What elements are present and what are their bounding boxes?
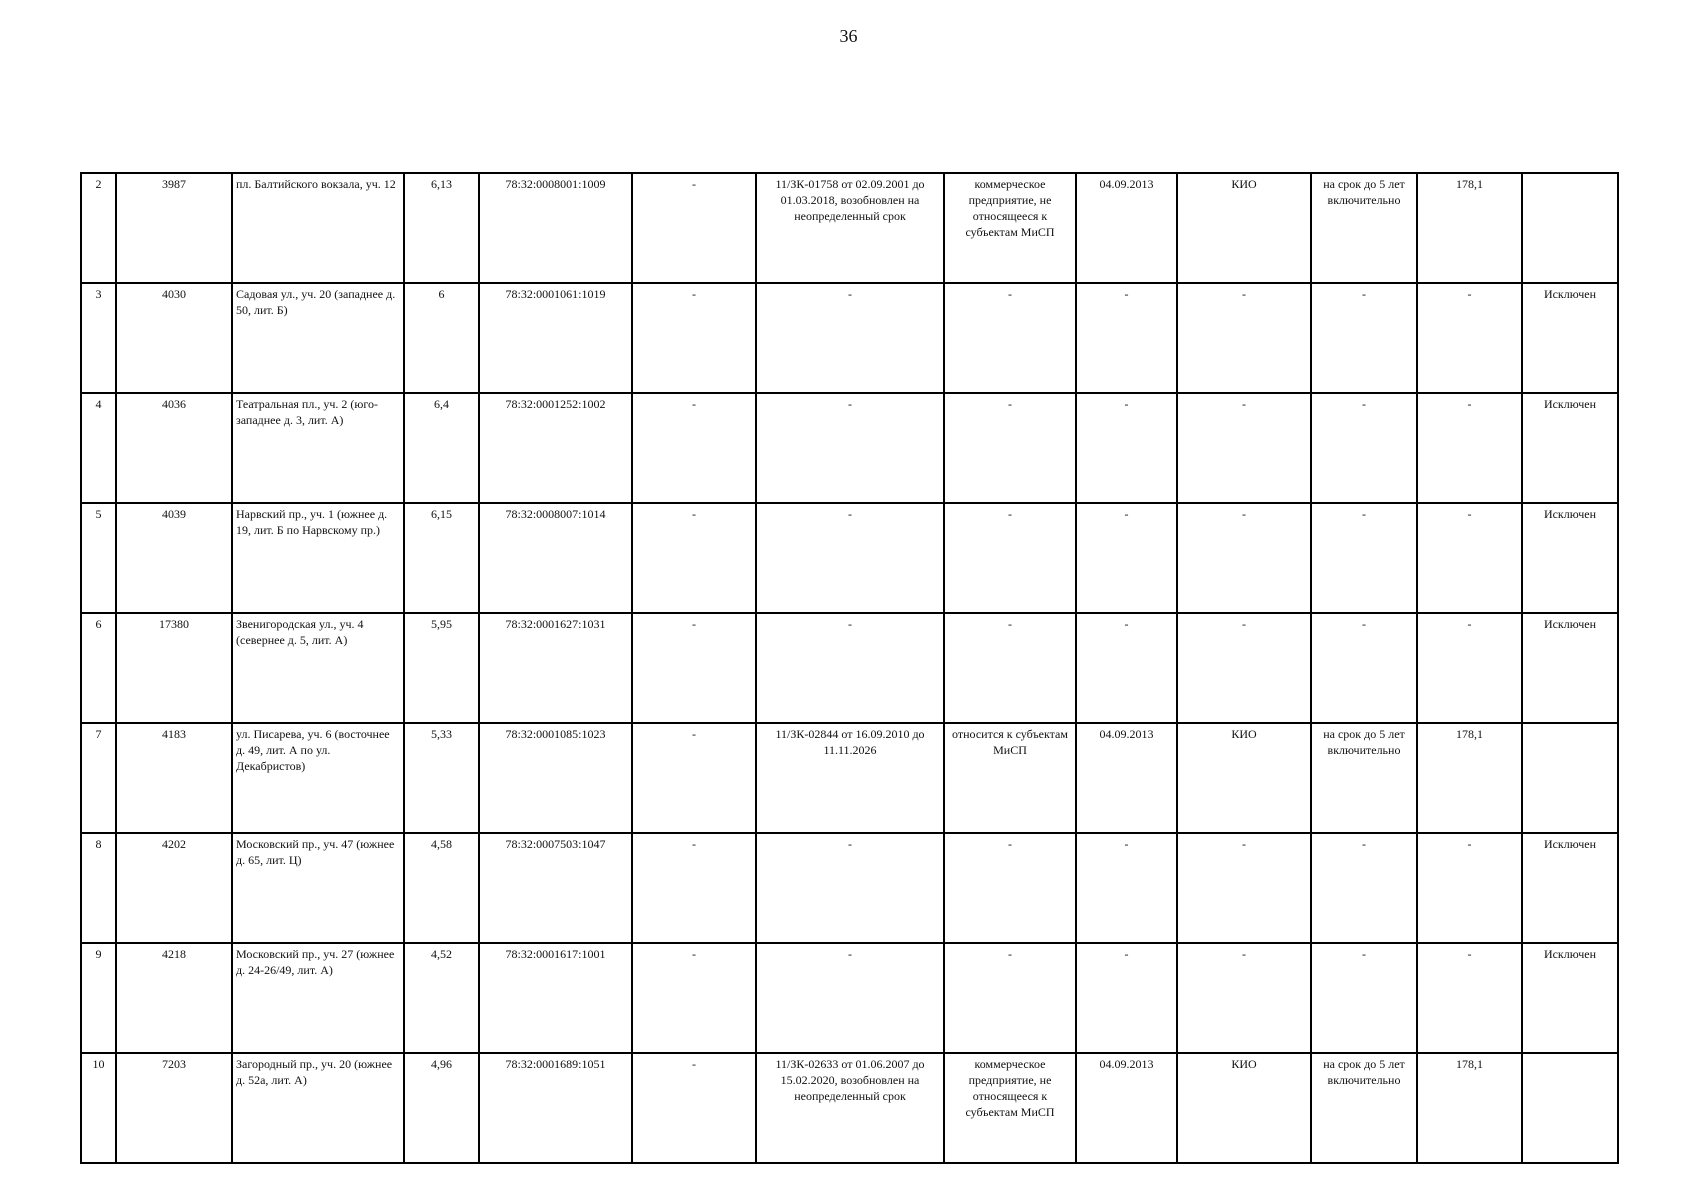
area-cell: 4,58: [404, 833, 479, 943]
authority-cell: -: [1177, 833, 1311, 943]
tenant-status-cell: коммерческое предприятие, не относящееся к субъектам МиСП: [944, 173, 1076, 283]
authority-cell: -: [1177, 283, 1311, 393]
status-cell: [1522, 1053, 1618, 1163]
term-cell: -: [1311, 283, 1417, 393]
status-cell: [1522, 723, 1618, 833]
term-cell: -: [1311, 503, 1417, 613]
cadastral-number-cell: 78:32:0007503:1047: [479, 833, 632, 943]
status-cell: Исключен: [1522, 283, 1618, 393]
term-cell: -: [1311, 833, 1417, 943]
term-cell: на срок до 5 лет включительно: [1311, 723, 1417, 833]
row-number-cell: 2: [81, 173, 116, 283]
area-cell: 6,4: [404, 393, 479, 503]
address-cell: ул. Писарева, уч. 6 (восточнее д. 49, лит. А по ул. Декабристов): [232, 723, 404, 833]
area-cell: 5,95: [404, 613, 479, 723]
cadastral-number-cell: 78:32:0001617:1001: [479, 943, 632, 1053]
address-cell: Звенигородская ул., уч. 4 (севернее д. 5, лит. А): [232, 613, 404, 723]
date-cell: 04.09.2013: [1076, 1053, 1177, 1163]
object-id-cell: 4030: [116, 283, 232, 393]
table-row: [81, 833, 1618, 943]
dash-cell: -: [632, 1053, 756, 1163]
date-cell: 04.09.2013: [1076, 723, 1177, 833]
date-cell: -: [1076, 503, 1177, 613]
table-row: [81, 283, 1618, 393]
status-cell: Исключен: [1522, 503, 1618, 613]
authority-cell: -: [1177, 943, 1311, 1053]
address-cell: Театральная пл., уч. 2 (юго-западнее д. 3, лит. А): [232, 393, 404, 503]
area-cell: 5,33: [404, 723, 479, 833]
contract-cell: -: [756, 283, 944, 393]
tenant-status-cell: коммерческое предприятие, не относящееся к субъектам МиСП: [944, 1053, 1076, 1163]
address-cell: Загородный пр., уч. 20 (южнее д. 52а, лит. А): [232, 1053, 404, 1163]
area-cell: 6: [404, 283, 479, 393]
value-cell: -: [1417, 283, 1522, 393]
table-row: [81, 393, 1618, 503]
date-cell: -: [1076, 283, 1177, 393]
table-row: [81, 173, 1618, 283]
address-cell: Московский пр., уч. 27 (южнее д. 24-26/49, лит. А): [232, 943, 404, 1053]
value-cell: 178,1: [1417, 173, 1522, 283]
term-cell: -: [1311, 393, 1417, 503]
contract-cell: -: [756, 833, 944, 943]
tenant-status-cell: -: [944, 943, 1076, 1053]
value-cell: -: [1417, 833, 1522, 943]
row-number-cell: 10: [81, 1053, 116, 1163]
object-id-cell: 4036: [116, 393, 232, 503]
object-id-cell: 4039: [116, 503, 232, 613]
registry-table: [80, 172, 1619, 1164]
status-cell: Исключен: [1522, 393, 1618, 503]
term-cell: на срок до 5 лет включительно: [1311, 173, 1417, 283]
cadastral-number-cell: 78:32:0001689:1051: [479, 1053, 632, 1163]
value-cell: 178,1: [1417, 1053, 1522, 1163]
address-cell: Нарвский пр., уч. 1 (южнее д. 19, лит. Б по Нарвскому пр.): [232, 503, 404, 613]
page-number: 36: [839, 26, 858, 46]
tenant-status-cell: -: [944, 503, 1076, 613]
dash-cell: -: [632, 613, 756, 723]
contract-cell: -: [756, 503, 944, 613]
row-number-cell: 6: [81, 613, 116, 723]
row-number-cell: 5: [81, 503, 116, 613]
table-body: [81, 173, 1618, 1163]
tenant-status-cell: -: [944, 393, 1076, 503]
row-number-cell: 4: [81, 393, 116, 503]
contract-cell: 11/ЗК-02633 от 01.06.2007 до 15.02.2020, возобновлен на неопределенный срок: [756, 1053, 944, 1163]
tenant-status-cell: -: [944, 613, 1076, 723]
cadastral-number-cell: 78:32:0001627:1031: [479, 613, 632, 723]
date-cell: -: [1076, 943, 1177, 1053]
term-cell: на срок до 5 лет включительно: [1311, 1053, 1417, 1163]
area-cell: 6,15: [404, 503, 479, 613]
address-cell: Садовая ул., уч. 20 (западнее д. 50, лит. Б): [232, 283, 404, 393]
area-cell: 6,13: [404, 173, 479, 283]
row-number-cell: 8: [81, 833, 116, 943]
value-cell: -: [1417, 503, 1522, 613]
value-cell: 178,1: [1417, 723, 1522, 833]
contract-cell: 11/ЗК-01758 от 02.09.2001 до 01.03.2018, возобновлен на неопределенный срок: [756, 173, 944, 283]
term-cell: -: [1311, 943, 1417, 1053]
tenant-status-cell: -: [944, 833, 1076, 943]
contract-cell: -: [756, 613, 944, 723]
row-number-cell: 7: [81, 723, 116, 833]
authority-cell: -: [1177, 613, 1311, 723]
authority-cell: -: [1177, 393, 1311, 503]
authority-cell: КИО: [1177, 723, 1311, 833]
row-number-cell: 3: [81, 283, 116, 393]
value-cell: -: [1417, 613, 1522, 723]
value-cell: -: [1417, 393, 1522, 503]
cadastral-number-cell: 78:32:0008007:1014: [479, 503, 632, 613]
row-number-cell: 9: [81, 943, 116, 1053]
table-row: [81, 613, 1618, 723]
table-row: [81, 1053, 1618, 1163]
value-cell: -: [1417, 943, 1522, 1053]
object-id-cell: 4218: [116, 943, 232, 1053]
object-id-cell: 7203: [116, 1053, 232, 1163]
area-cell: 4,96: [404, 1053, 479, 1163]
object-id-cell: 4183: [116, 723, 232, 833]
area-cell: 4,52: [404, 943, 479, 1053]
date-cell: -: [1076, 613, 1177, 723]
object-id-cell: 17380: [116, 613, 232, 723]
object-id-cell: 4202: [116, 833, 232, 943]
contract-cell: -: [756, 943, 944, 1053]
date-cell: -: [1076, 833, 1177, 943]
dash-cell: -: [632, 833, 756, 943]
contract-cell: 11/ЗК-02844 от 16.09.2010 до 11.11.2026: [756, 723, 944, 833]
dash-cell: -: [632, 503, 756, 613]
address-cell: Московский пр., уч. 47 (южнее д. 65, лит. Ц): [232, 833, 404, 943]
object-id-cell: 3987: [116, 173, 232, 283]
contract-cell: -: [756, 393, 944, 503]
dash-cell: -: [632, 393, 756, 503]
dash-cell: -: [632, 283, 756, 393]
cadastral-number-cell: 78:32:0008001:1009: [479, 173, 632, 283]
cadastral-number-cell: 78:32:0001061:1019: [479, 283, 632, 393]
status-cell: Исключен: [1522, 613, 1618, 723]
date-cell: -: [1076, 393, 1177, 503]
dash-cell: -: [632, 943, 756, 1053]
tenant-status-cell: -: [944, 283, 1076, 393]
table-row: [81, 503, 1618, 613]
status-cell: Исключен: [1522, 833, 1618, 943]
dash-cell: -: [632, 723, 756, 833]
date-cell: 04.09.2013: [1076, 173, 1177, 283]
table-row: [81, 723, 1618, 833]
tenant-status-cell: относится к субъектам МиСП: [944, 723, 1076, 833]
address-cell: пл. Балтийского вокзала, уч. 12: [232, 173, 404, 283]
cadastral-number-cell: 78:32:0001085:1023: [479, 723, 632, 833]
authority-cell: КИО: [1177, 1053, 1311, 1163]
status-cell: Исключен: [1522, 943, 1618, 1053]
term-cell: -: [1311, 613, 1417, 723]
table-row: [81, 943, 1618, 1053]
authority-cell: КИО: [1177, 173, 1311, 283]
status-cell: [1522, 173, 1618, 283]
dash-cell: -: [632, 173, 756, 283]
authority-cell: -: [1177, 503, 1311, 613]
cadastral-number-cell: 78:32:0001252:1002: [479, 393, 632, 503]
